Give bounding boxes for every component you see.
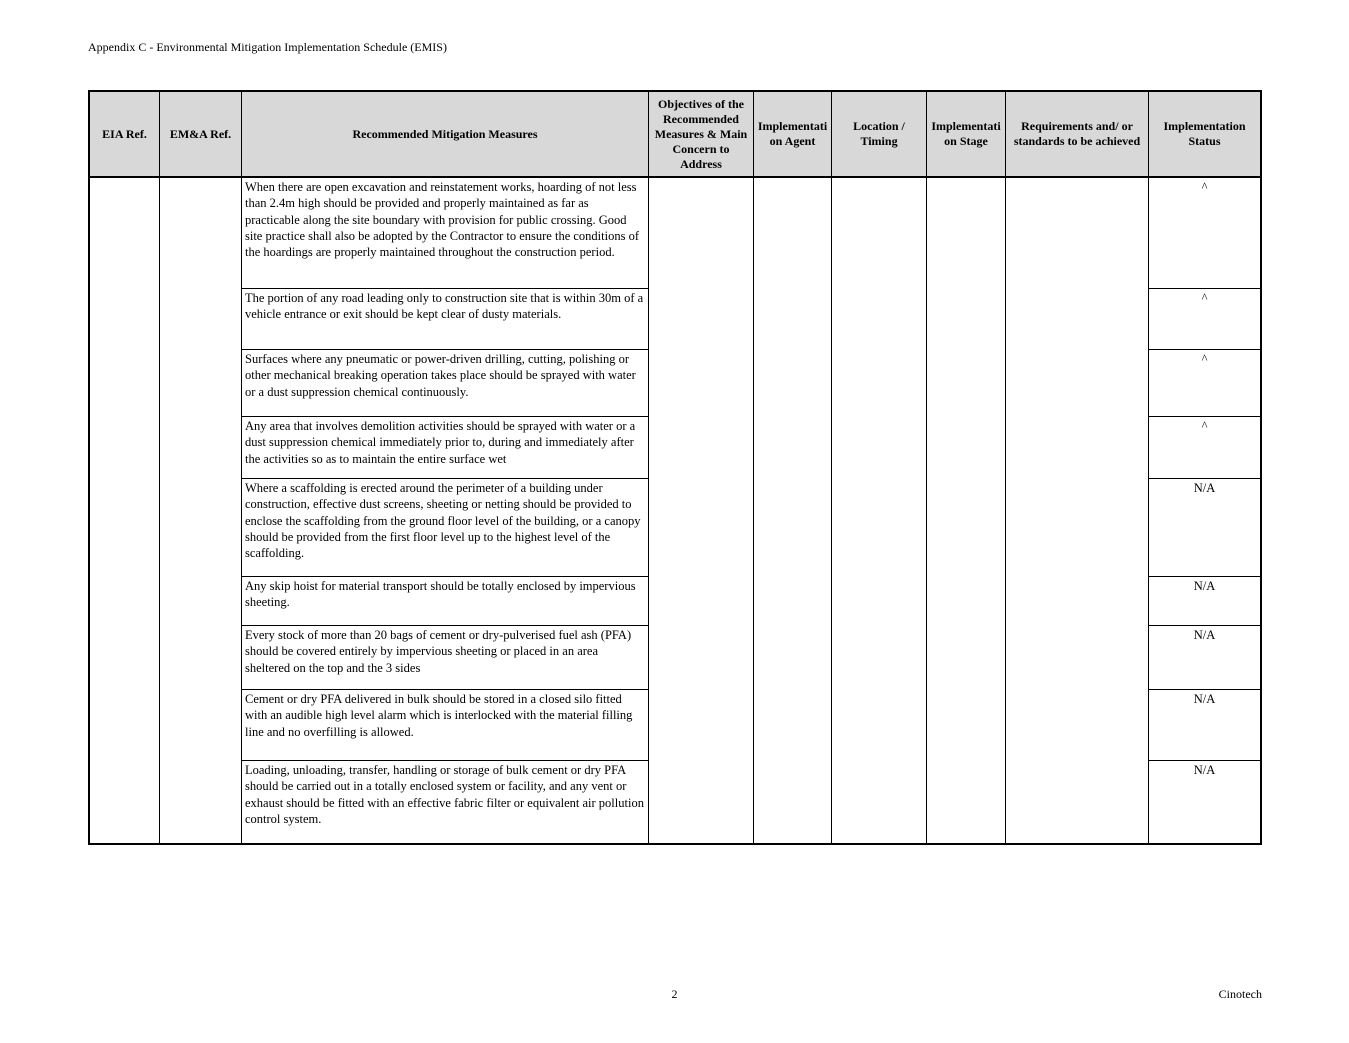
objectives-column-empty bbox=[649, 178, 754, 843]
col-header-implementation-stage: Implementation Stage bbox=[927, 92, 1006, 176]
measure-cell: Any skip hoist for material transport should be totally enclosed by impervious sheeting. bbox=[242, 577, 648, 626]
requirements-column-empty bbox=[1006, 178, 1149, 843]
status-cell: N/A bbox=[1149, 690, 1260, 761]
col-header-implementation-agent: Implementation Agent bbox=[754, 92, 832, 176]
footer-company-name: Cinotech bbox=[1218, 987, 1262, 1001]
col-header-mitigation-measures: Recommended Mitigation Measures bbox=[242, 92, 649, 176]
col-header-location-timing: Location / Timing bbox=[832, 92, 927, 176]
measure-cell: Cement or dry PFA delivered in bulk should be stored in a closed silo fitted with an audible high level alarm which is interlocked with the material filling line and no overfilling is allowed. bbox=[242, 690, 648, 761]
measure-cell: The portion of any road leading only to construction site that is within 30m of a vehicle entrance or exit should be kept clear of dusty materials. bbox=[242, 289, 648, 350]
status-cell: ^ bbox=[1149, 178, 1260, 289]
page-number: 2 bbox=[671, 987, 678, 1001]
measure-cell: When there are open excavation and reinstatement works, hoarding of not less than 2.4m high should be provided and properly maintained as far as practicable along the site boundary with provision for public crossing. Good site practice shall also be adopted by the Contractor to ensure the conditions of the hoardings are properly maintained throughout the construction period. bbox=[242, 178, 648, 289]
page-title: Appendix C - Environmental Mitigation Implementation Schedule (EMIS) bbox=[88, 40, 447, 54]
status-cell: ^ bbox=[1149, 350, 1260, 417]
measure-cell: Where a scaffolding is erected around the perimeter of a building under construction, effective dust screens, sheeting or netting should be provided to enclose the scaffolding from the ground floor level of the building, or a canopy should be provided from the first floor level up to the highest level of the scaffolding. bbox=[242, 479, 648, 577]
col-header-implementation-status: Implementation Status bbox=[1163, 119, 1246, 148]
col-header-requirements: Requirements and/ or standards to be achieved bbox=[1006, 92, 1149, 176]
col-header-eia-ref: EIA Ref. bbox=[90, 92, 160, 176]
emis-table bbox=[88, 90, 1262, 845]
measure-cell: Every stock of more than 20 bags of cement or dry-pulverised fuel ash (PFA) should be covered entirely by impervious sheeting or placed in an area sheltered on the top and the 3 sides bbox=[242, 626, 648, 690]
status-cell: ^ bbox=[1149, 417, 1260, 479]
status-cell: N/A bbox=[1149, 479, 1260, 577]
implementation-stage-column-empty bbox=[927, 178, 1006, 843]
implementation-status-column bbox=[1149, 178, 1260, 843]
ema-ref-column-empty bbox=[160, 178, 242, 843]
status-cell: ^ bbox=[1149, 289, 1260, 350]
status-cell: N/A bbox=[1149, 626, 1260, 690]
measure-cell: Surfaces where any pneumatic or power-driven drilling, cutting, polishing or other mechanical breaking operation takes place should be sprayed with water or a dust suppression chemical continuously. bbox=[242, 350, 648, 417]
measure-cell: Any area that involves demolition activities should be sprayed with water or a dust suppression chemical immediately prior to, during and immediately after the activities so as to maintain the entire surface wet bbox=[242, 417, 648, 479]
status-cell: N/A bbox=[1193, 763, 1216, 777]
eia-ref-column-empty bbox=[90, 178, 160, 843]
status-cell: N/A bbox=[1149, 577, 1260, 626]
table-header-row bbox=[90, 92, 1260, 178]
implementation-agent-column-empty bbox=[754, 178, 832, 843]
measure-cell: Loading, unloading, transfer, handling or storage of bulk cement or dry PFA should be carried out in a totally enclosed system or facility, and any vent or exhaust should be fitted with an effective fabric filter or equivalent air pollution control system. bbox=[245, 763, 644, 826]
col-header-objectives: Objectives of the Recommended Measures & Main Concern to Address bbox=[649, 92, 754, 176]
mitigation-measures-column bbox=[242, 178, 649, 843]
location-timing-column-empty bbox=[832, 178, 927, 843]
col-header-ema-ref: EM&A Ref. bbox=[160, 92, 242, 176]
table-body bbox=[90, 178, 1260, 843]
